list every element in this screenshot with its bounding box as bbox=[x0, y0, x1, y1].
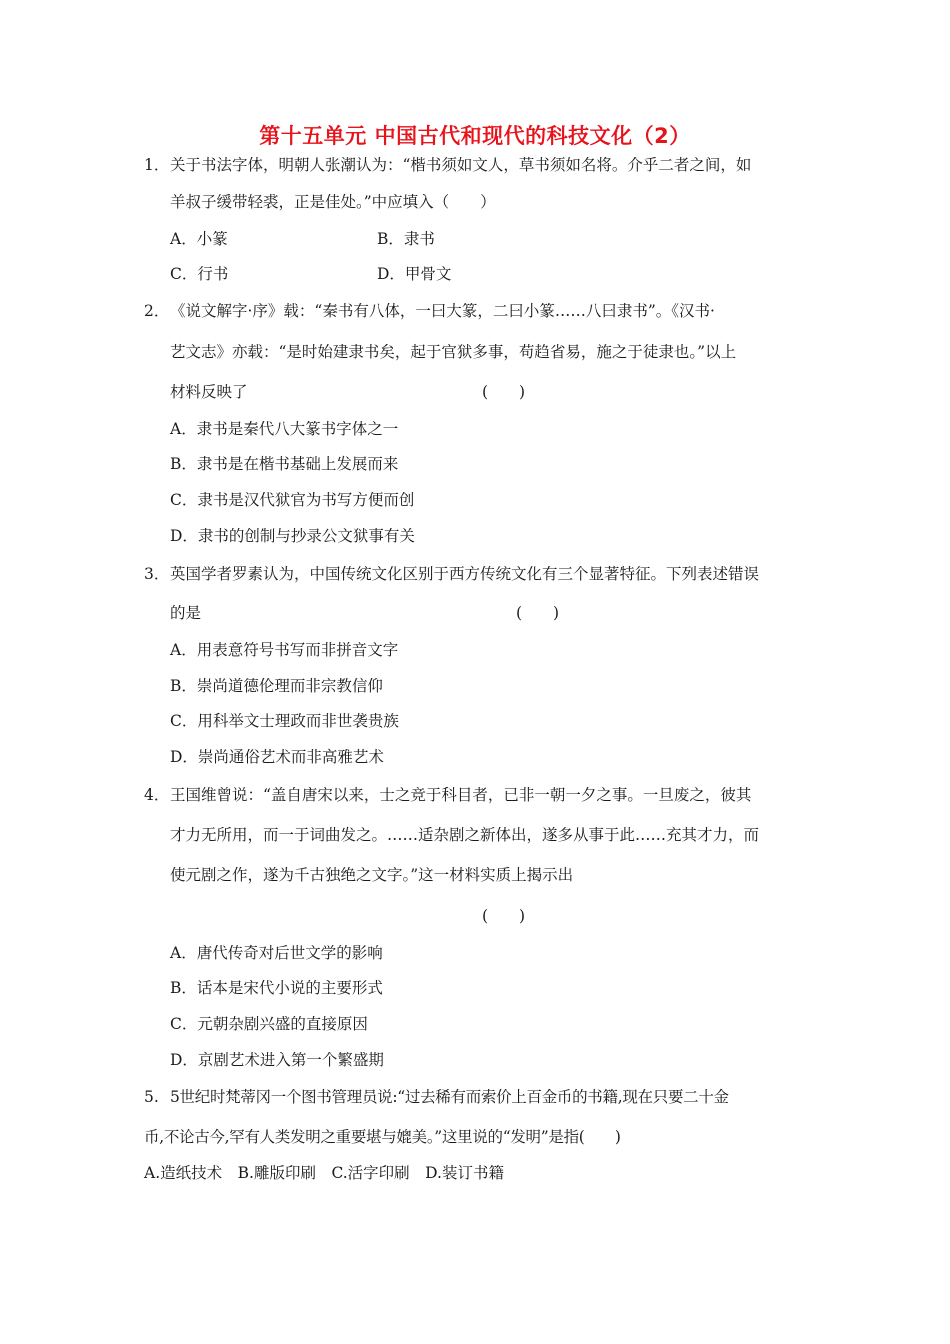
question-2-option-c: C．隶书是汉代狱官为书写方便而创 bbox=[170, 491, 415, 509]
question-1-option-a: A．小篆 bbox=[170, 230, 228, 248]
question-4-answer-blank: ( ) bbox=[482, 907, 526, 925]
question-1-option-c: C．行书 bbox=[170, 265, 229, 283]
question-3-option-a: A．用表意符号书写而非拼音文字 bbox=[170, 641, 399, 659]
question-3-option-d: D．崇尚通俗艺术而非高雅艺术 bbox=[170, 748, 384, 766]
question-2-stem-line-1: 《说文解字·序》载：“秦书有八体，一曰大篆，二曰小篆……八曰隶书”。《汉书· bbox=[170, 302, 715, 320]
question-1-stem-line-2: 羊叔子缓带轻裘，正是佳处。”中应填入（ ） bbox=[170, 193, 496, 211]
question-2-option-d: D．隶书的创制与抄录公文狱事有关 bbox=[170, 527, 415, 545]
question-2-stem-line-2: 艺文志》亦载：“是时始建隶书矣，起于官狱多事，苟趋省易，施之于徒隶也。”以上 bbox=[170, 343, 737, 361]
question-3-stem-line-2: 的是 bbox=[170, 604, 202, 622]
question-1-stem-line-1: 关于书法字体，明朝人张潮认为：“楷书须如文人，草书须如名将。介乎二者之间，如 bbox=[170, 156, 752, 174]
question-2-option-b: B．隶书是在楷书基础上发展而来 bbox=[170, 455, 399, 473]
question-4-option-b: B．话本是宋代小说的主要形式 bbox=[170, 979, 383, 997]
question-3-number: 3． bbox=[144, 565, 170, 583]
question-4-option-c: C．元朝杂剧兴盛的直接原因 bbox=[170, 1015, 368, 1033]
question-4-option-a: A．唐代传奇对后世文学的影响 bbox=[170, 944, 383, 962]
question-4-stem-line-2: 才力无所用，而一于词曲发之。……适杂剧之新体出，遂多从事于此……充其才力，而 bbox=[170, 826, 760, 844]
question-5-stem-line-2: 币,不论古今,罕有人类发明之重要堪与媲美。”这里说的“发明”是指( ) bbox=[144, 1128, 621, 1146]
question-4-option-d: D．京剧艺术进入第一个繁盛期 bbox=[170, 1051, 384, 1069]
question-4-number: 4． bbox=[144, 786, 170, 804]
question-5-stem-line-1: 5世纪时梵蒂冈一个图书管理员说:“过去稀有而索价上百金币的书籍,现在只要二十金 bbox=[170, 1088, 729, 1106]
page-title: 第十五单元 中国古代和现代的科技文化（2） bbox=[259, 124, 691, 148]
question-4-stem-line-3: 使元剧之作，遂为千古独绝之文字。”这一材料实质上揭示出 bbox=[170, 866, 574, 884]
question-2-stem-line-3: 材料反映了 bbox=[170, 383, 248, 401]
question-2-number: 2． bbox=[144, 302, 170, 320]
question-2-answer-blank: ( ) bbox=[482, 383, 526, 401]
question-3-option-b: B．崇尚道德伦理而非宗教信仰 bbox=[170, 677, 383, 695]
question-5-options: A.造纸技术 B.雕版印刷 C.活字印刷 D.装订书籍 bbox=[144, 1164, 504, 1182]
question-5-number: 5. bbox=[144, 1088, 159, 1106]
question-3-stem-line-1: 英国学者罗素认为，中国传统文化区别于西方传统文化有三个显著特征。下列表述错误 bbox=[170, 565, 760, 583]
question-3-option-c: C．用科举文士理政而非世袭贵族 bbox=[170, 712, 399, 730]
question-4-stem-line-1: 王国维曾说：“盖自唐宋以来，士之竞于科目者，已非一朝一夕之事。一旦废之，彼其 bbox=[170, 786, 752, 804]
question-3-answer-blank: ( ) bbox=[516, 604, 560, 622]
question-1-option-d: D．甲骨文 bbox=[377, 265, 452, 283]
question-2-option-a: A．隶书是秦代八大篆书字体之一 bbox=[170, 420, 399, 438]
question-1-option-b: B．隶书 bbox=[377, 230, 435, 248]
question-1-number: 1． bbox=[144, 156, 170, 174]
